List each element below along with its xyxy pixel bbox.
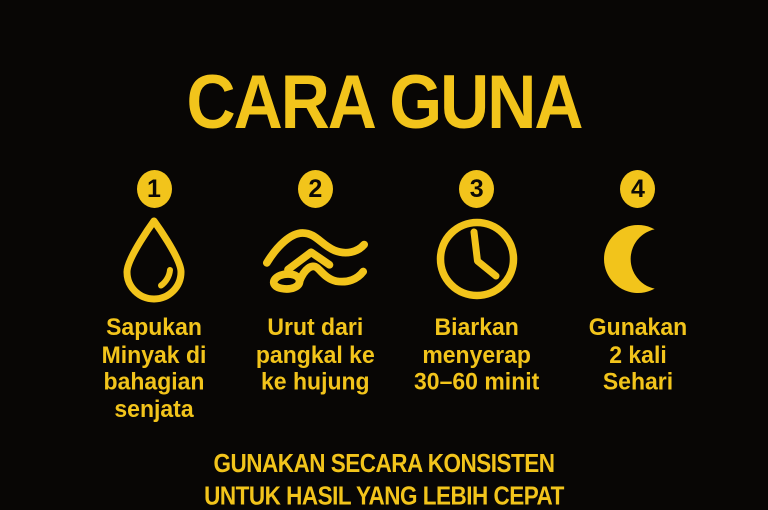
step-2-number: 2: [308, 174, 323, 203]
massage-strokes-icon: [262, 212, 368, 306]
step-3-number: 3: [469, 174, 484, 203]
label-line: Urut dari: [267, 312, 364, 341]
footer-note: [0, 448, 768, 510]
step-4-number-badge: [620, 170, 655, 208]
footer-line: UNTUK HASIL YANG LEBIH CEPAT: [204, 480, 564, 510]
label-line: Gunakan: [588, 312, 688, 341]
page-title: CARA GUNA: [186, 59, 582, 145]
label-line: Sapukan: [106, 312, 202, 341]
step-3-label: [414, 314, 539, 395]
step-3: [401, 170, 553, 416]
label-line: 30–60 minit: [414, 367, 540, 395]
label-line: ke hujung: [261, 367, 370, 395]
step-4-number: 4: [631, 174, 645, 203]
clock-icon: [435, 212, 519, 306]
step-1-label: [102, 314, 207, 422]
step-1: [78, 170, 230, 422]
label-line: Sehari: [602, 367, 674, 395]
steps-row: [78, 170, 714, 422]
step-2: [239, 170, 391, 416]
crescent-moon-icon: [604, 212, 672, 306]
label-line: pangkal ke: [255, 339, 375, 368]
step-3-number-badge: [459, 170, 494, 208]
label-line: bahagian: [103, 367, 205, 395]
step-1-number: 1: [147, 174, 161, 203]
oil-drop-icon: [118, 212, 190, 306]
label-line: 2 kali: [609, 339, 667, 368]
step-4-label: [589, 314, 687, 395]
label-line: Minyak di: [101, 339, 207, 368]
label-line: menyerap: [422, 339, 531, 368]
footer-line: GUNAKAN SECARA KONSISTEN: [213, 449, 555, 478]
step-1-number-badge: [137, 170, 172, 208]
step-4: [562, 170, 714, 416]
label-line: senjata: [114, 394, 194, 422]
step-2-label: [256, 314, 375, 395]
step-2-number-badge: [298, 170, 333, 208]
label-line: Biarkan: [434, 312, 519, 341]
